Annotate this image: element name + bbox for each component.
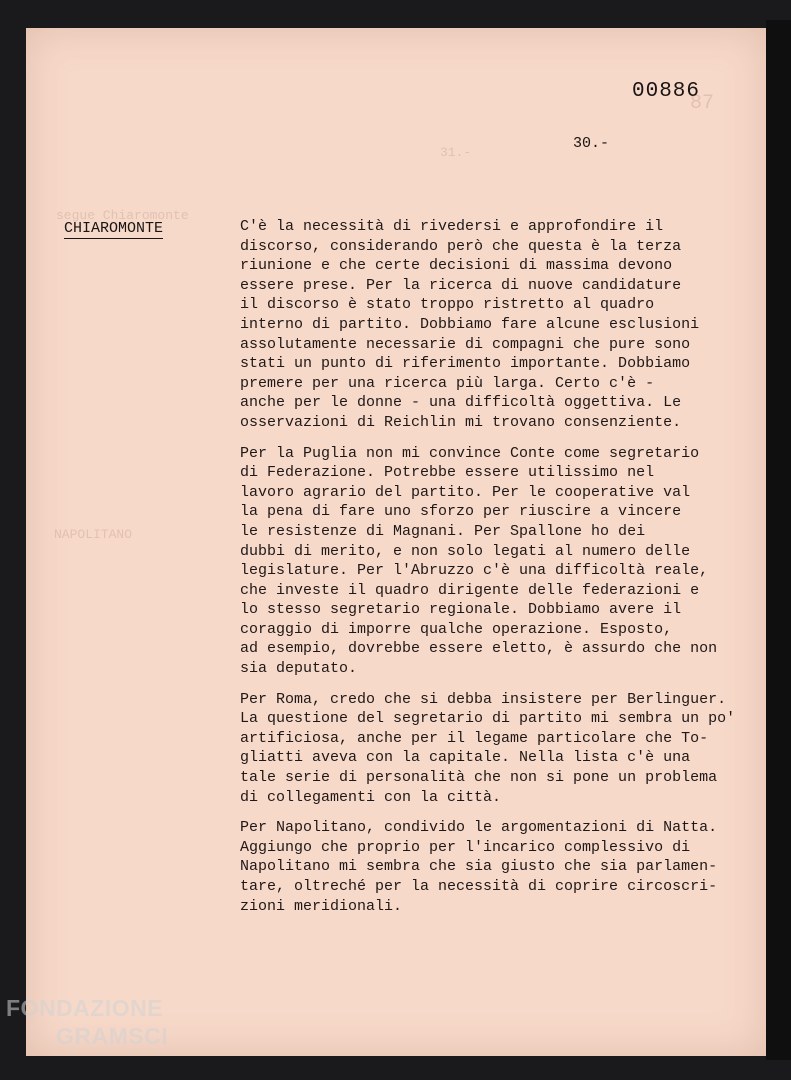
speaker-name: CHIAROMONTE — [64, 220, 164, 237]
bleed-through-mark: NAPOLITANO — [54, 527, 133, 542]
text-line: lavoro agrario del partito. Per le cooperative val — [240, 483, 691, 501]
document-number: 00886 — [632, 80, 701, 103]
text-line: assolutamente necessarie di compagni che pure sono — [240, 335, 691, 353]
text-line: Per Roma, credo che si debba insistere per Berlinguer. — [240, 690, 727, 708]
text-line: tale serie di personalità che non si pone un problema — [240, 769, 718, 787]
watermark-line: GRAMSCI — [56, 1023, 169, 1049]
bleed-through-mark: segue Chiaromonte — [56, 208, 189, 223]
speech-text — [240, 217, 760, 927]
text-line: Per Napolitano, condivido le argomentazioni di Natta. — [240, 819, 718, 837]
archive-watermark — [6, 994, 168, 1050]
scanner-background-edge — [766, 20, 791, 1060]
paragraph — [240, 444, 760, 679]
text-line: il discorso è stato troppo ristretto al quadro — [240, 296, 655, 314]
text-line: premere per una ricerca più larga. Certo c'è - — [240, 374, 655, 392]
text-line: tare, oltreché per la necessità di coprire circoscri- — [240, 878, 718, 895]
text-line: di Federazione. Potrebbe essere utilissimo nel — [240, 464, 655, 482]
text-line: essere prese. Per la ricerca di nuove candidature — [240, 276, 682, 294]
text-line: che investe il quadro dirigente delle federazioni e — [240, 581, 700, 599]
text-line: riunione e che certe decisioni di massima devono — [240, 257, 673, 275]
text-line: Per la Puglia non mi convince Conte come segretario — [240, 444, 700, 462]
text-line: la pena di fare uno sforzo per riuscire a vincere — [240, 503, 682, 521]
text-line: di collegamenti con la città. — [240, 788, 502, 806]
bleed-through-mark: 87 — [690, 92, 715, 115]
text-line: dubbi di merito, e non solo legati al numero delle — [240, 542, 691, 560]
paragraph — [240, 690, 760, 808]
text-line: legislature. Per l'Abruzzo c'è una difficoltà reale, — [240, 562, 709, 580]
bleed-through-mark: 31.- — [440, 145, 472, 160]
text-line: le resistenze di Magnani. Per Spallone ho dei — [240, 522, 646, 540]
text-line: discorso, considerando però che questa è la terza — [240, 237, 682, 255]
text-line: ad esempio, dovrebbe essere eletto, è assurdo che non — [240, 640, 718, 658]
text-line: Napolitano mi sembra che sia giusto che sia parlamen- — [240, 858, 718, 876]
text-line: C'è la necessità di rivedersi e approfondire il — [240, 218, 664, 235]
watermark-line: FONDAZIONE — [6, 995, 164, 1021]
text-line: gliatti aveva con la capitale. Nella lista c'è una — [240, 749, 691, 767]
text-line: La questione del segretario di partito mi sembra un po' — [240, 710, 736, 728]
text-line: coraggio di imporre qualche operazione. Esposto, — [240, 620, 673, 638]
text-line: lo stesso segretario regionale. Dobbiamo avere il — [240, 601, 682, 619]
page-number: 30.- — [573, 135, 610, 152]
text-line: zioni meridionali. — [240, 897, 403, 915]
text-line: stati un punto di riferimento importante. Dobbiamo — [240, 355, 691, 373]
text-line: sia deputato. — [240, 660, 358, 678]
text-line: anche per le donne - una difficoltà oggettiva. Le — [240, 394, 682, 412]
paragraph — [240, 818, 760, 916]
text-line: Aggiungo che proprio per l'incarico complessivo di — [240, 838, 691, 856]
text-line: osservazioni di Reichlin mi trovano consenziente. — [240, 413, 682, 431]
paragraph — [240, 217, 760, 433]
text-line: interno di partito. Dobbiamo fare alcune esclusioni — [240, 315, 700, 333]
text-line: artificiosa, anche per il legame particolare che To- — [240, 729, 709, 747]
